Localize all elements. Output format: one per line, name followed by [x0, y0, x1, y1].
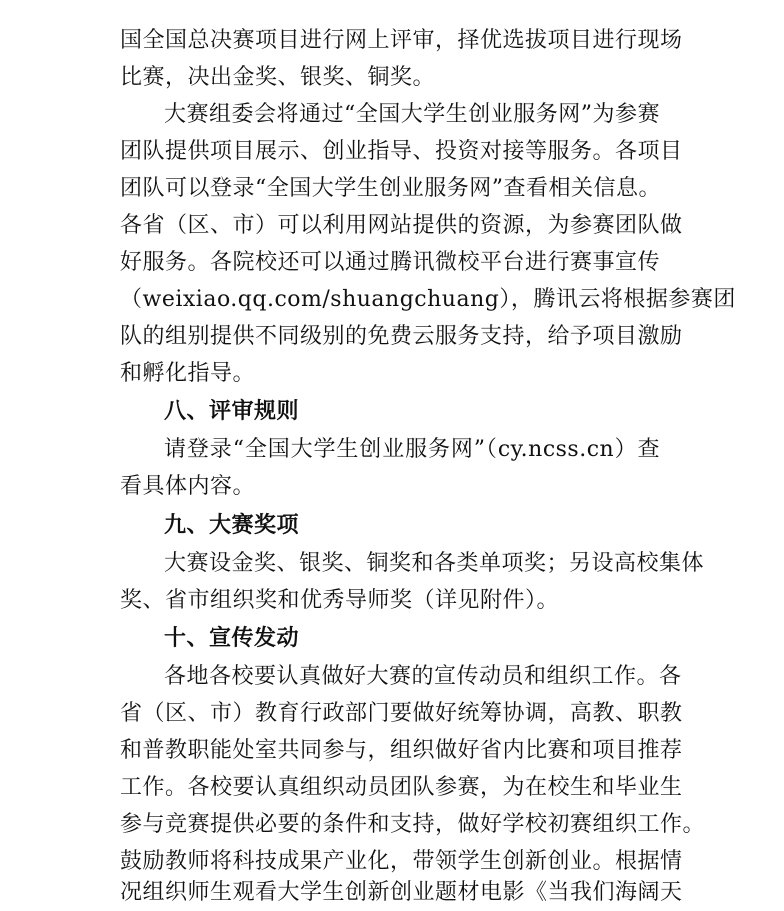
text-line: 比赛，决出金奖、银奖、铜奖。: [120, 65, 436, 90]
text-line: 参与竞赛提供必要的条件和支持，做好学校初赛组织工作。: [120, 812, 706, 837]
text-line: 况组织师生观看大学生创新创业题材电影《当我们海阔天: [120, 880, 683, 905]
text-line: 各地各校要认真做好大赛的宣传动员和组织工作。各: [164, 664, 682, 689]
text-line: （weixiao.qq.com/shuangchuang），腾讯云将根据参赛团: [120, 287, 736, 312]
text-line: 看具体内容。: [120, 474, 256, 499]
text-line: 鼓励教师将科技成果产业化，带领学生创新创业。根据情: [120, 849, 683, 874]
text-line: 大赛设金奖、银奖、铜奖和各类单项奖；另设高校集体: [164, 551, 705, 576]
text-line: 和普教职能处室共同参与，组织做好省内比赛和项目推荐: [120, 738, 683, 763]
text-line: 奖、省市组织奖和优秀导师奖（详见附件）。: [120, 588, 560, 613]
text-line: 好服务。各院校还可以通过腾讯微校平台进行赛事宣传: [120, 250, 661, 275]
text-line: 和孵化指导。: [120, 361, 256, 386]
text-line: 请登录“全国大学生创业服务网”（cy.ncss.cn）查: [164, 437, 660, 462]
text-line: 各省（区、市）可以利用网站提供的资源，为参赛团队做: [120, 213, 683, 238]
section-heading: 八、评审规则: [164, 398, 300, 424]
text-line: 团队可以登录“全国大学生创业服务网”查看相关信息。: [120, 176, 661, 201]
text-line: 国全国总决赛项目进行网上评审，择优选拔项目进行现场: [120, 28, 683, 53]
text-line: 省（区、市）教育行政部门要做好统筹协调，高教、职教: [120, 701, 683, 726]
text-line: 大赛组委会将通过“全国大学生创业服务网”为参赛: [164, 102, 660, 127]
text-line: 团队提供项目展示、创业指导、投资对接等服务。各项目: [120, 139, 683, 164]
section-heading: 十、宣传发动: [164, 625, 300, 651]
text-line: 队的组别提供不同级别的免费云服务支持，给予项目激励: [120, 324, 683, 349]
section-heading: 九、大赛奖项: [164, 512, 300, 538]
text-line: 工作。各校要认真组织动员团队参赛，为在校生和毕业生: [120, 775, 683, 800]
